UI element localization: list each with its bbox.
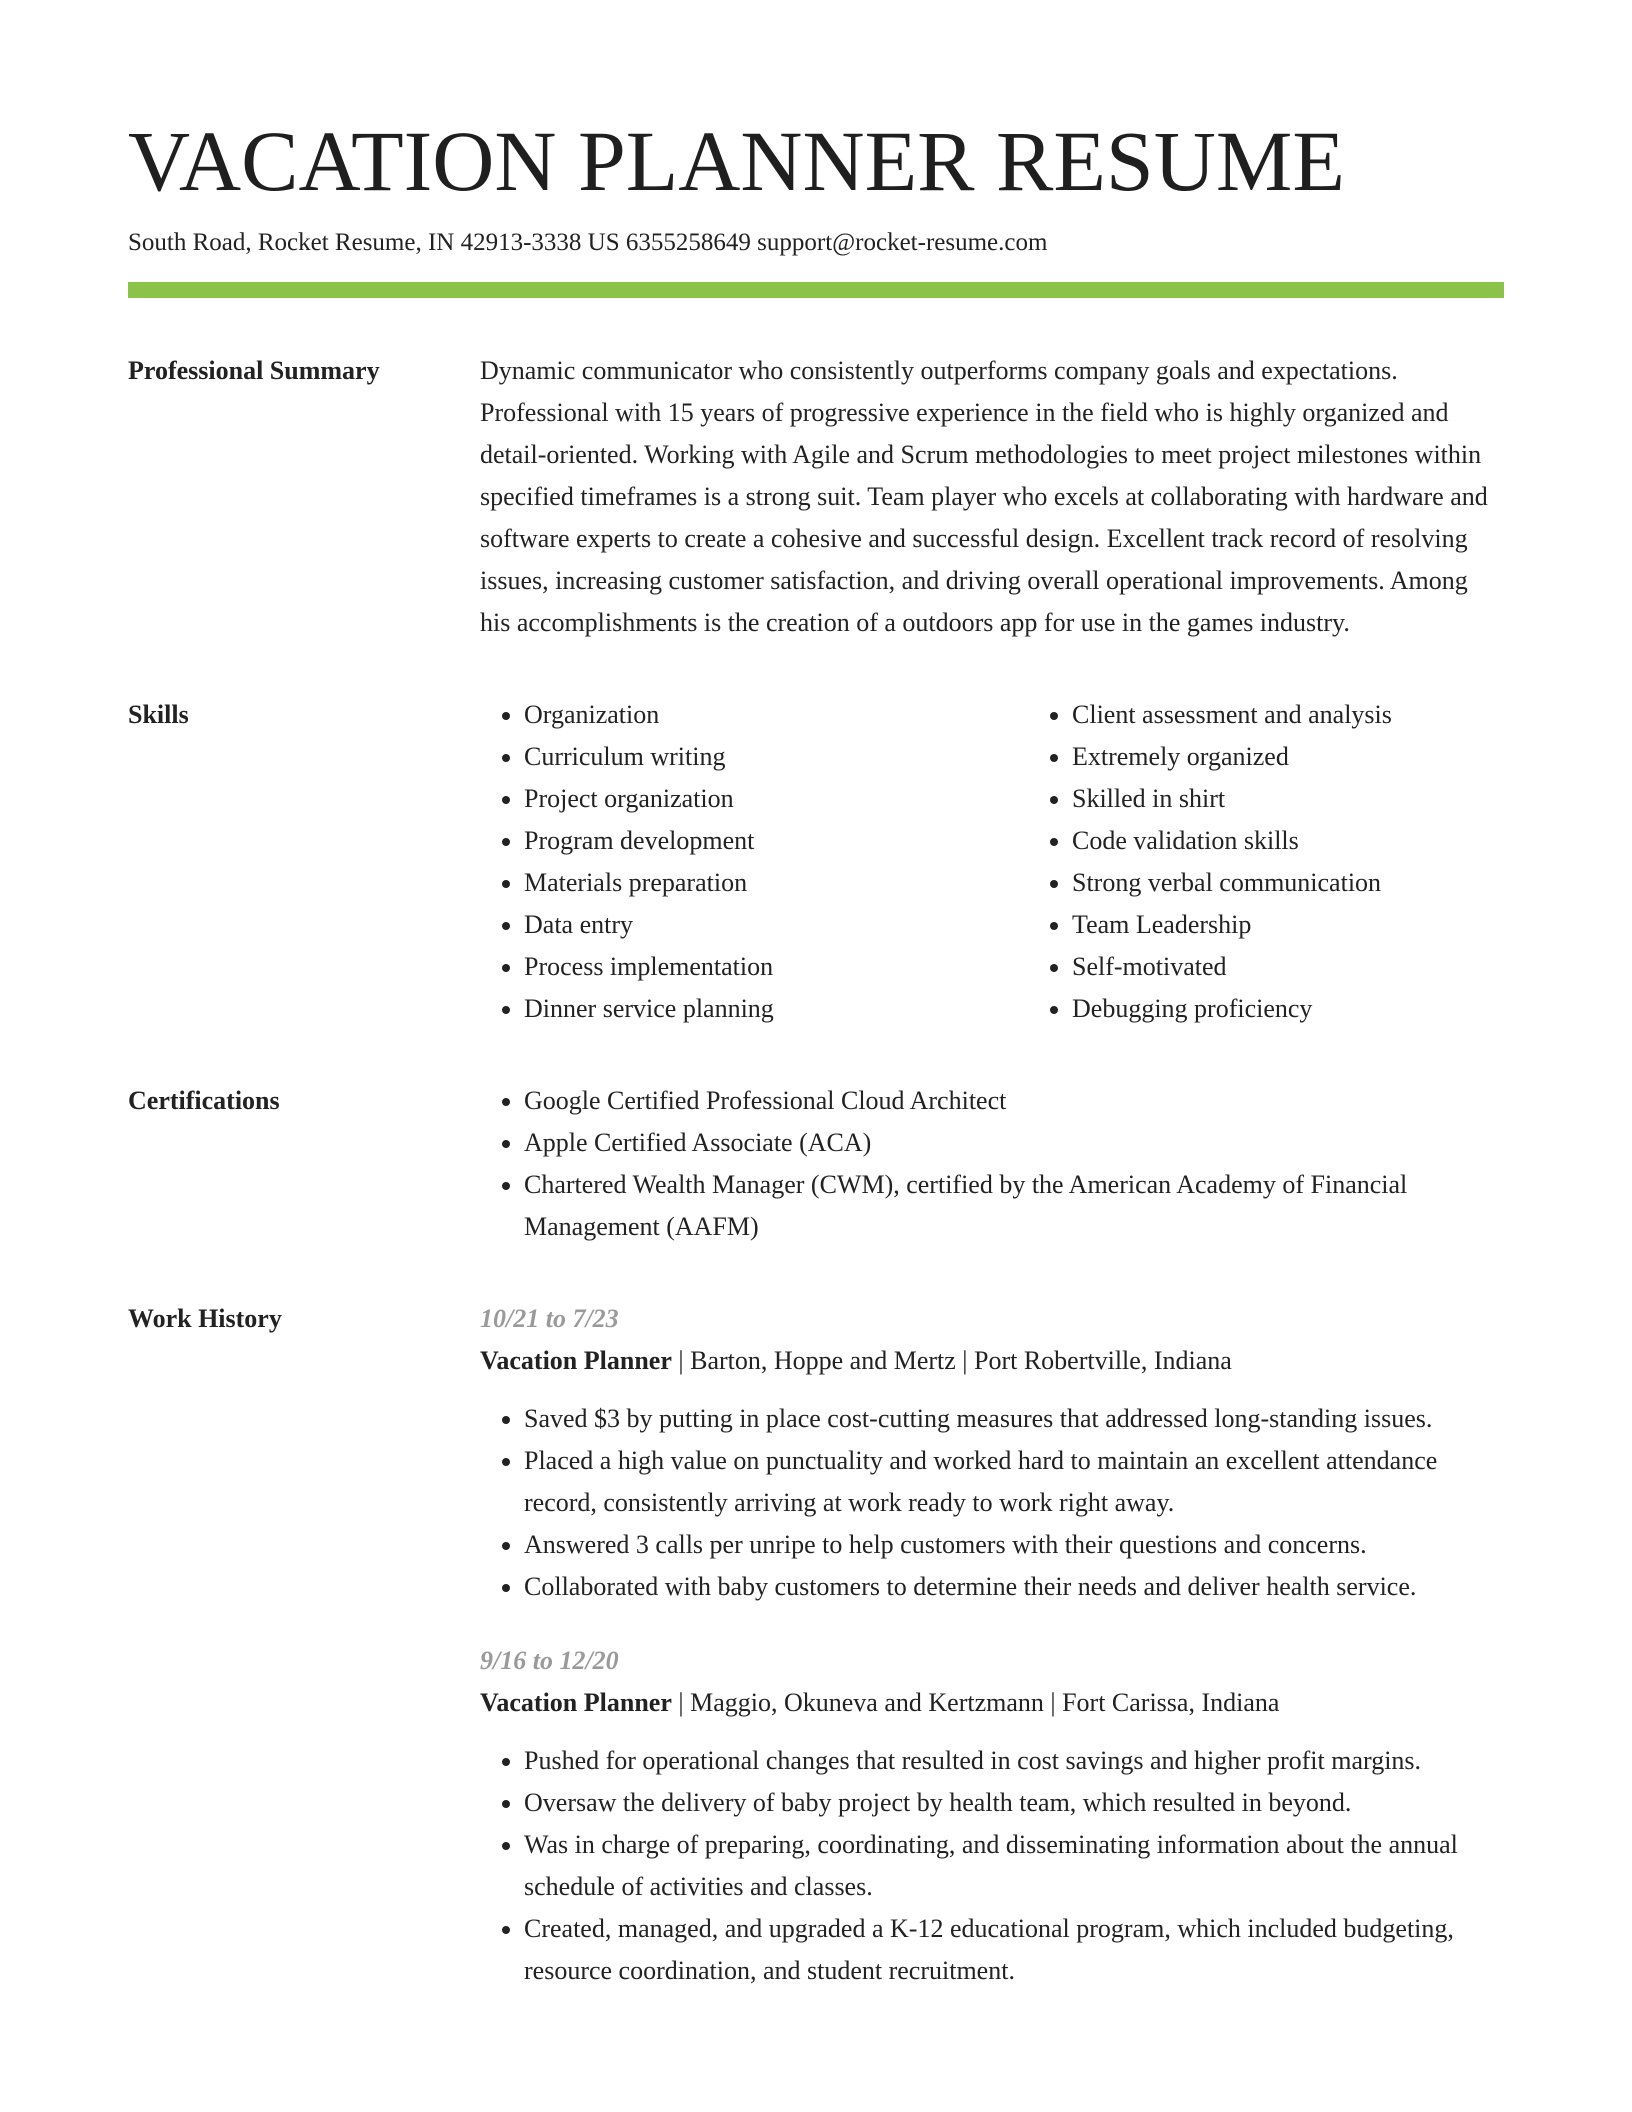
certification-item: • Google Certified Professional Cloud Architect <box>524 1080 1504 1122</box>
job-header <box>480 1340 1504 1382</box>
skills-body <box>480 694 1576 1030</box>
job-employer-location: | Maggio, Okuneva and Kertzmann | Fort Carissa, Indiana <box>671 1688 1280 1717</box>
skill-item: • Organization <box>524 694 1028 736</box>
work-history-heading: Work History <box>128 1304 282 1333</box>
job-bullet: • Pushed for operational changes that resulted in cost savings and higher profit margins. <box>524 1740 1504 1782</box>
job-title: Vacation Planner <box>480 1688 672 1717</box>
certifications-heading: Certifications <box>128 1086 280 1115</box>
job-dates: 10/21 to 7/23 <box>480 1304 619 1333</box>
certification-item: • Chartered Wealth Manager (CWM), certified by the American Academy of Financial Management (AAFM) <box>524 1164 1504 1248</box>
certification-item: • Apple Certified Associate (ACA) <box>524 1122 1504 1164</box>
skill-item: • Process implementation <box>524 946 1028 988</box>
job-bullet: • Placed a high value on punctuality and worked hard to maintain an excellent attendance record, consistently arriving at work ready to work right away. <box>524 1440 1504 1524</box>
job-bullet: • Oversaw the delivery of baby project by health team, which resulted in beyond. <box>524 1782 1504 1824</box>
job-bullet: • Collaborated with baby customers to determine their needs and deliver health service. <box>524 1566 1504 1608</box>
skill-item: • Curriculum writing <box>524 736 1028 778</box>
skills-heading: Skills <box>128 700 189 729</box>
job-bullet: • Answered 3 calls per unripe to help customers with their questions and concerns. <box>524 1524 1504 1566</box>
summary-body <box>480 350 1504 644</box>
skill-item: • Team Leadership <box>1072 904 1576 946</box>
job-bullets <box>480 1740 1504 1992</box>
job-dates: 9/16 to 12/20 <box>480 1646 619 1675</box>
job-header <box>480 1682 1504 1724</box>
skill-item: • Skilled in shirt <box>1072 778 1576 820</box>
skills-list-right <box>1028 694 1576 1030</box>
summary-heading: Professional Summary <box>128 356 380 385</box>
job-employer-location: | Barton, Hoppe and Mertz | Port Robertville, Indiana <box>671 1346 1232 1375</box>
skills-section <box>128 694 1504 1030</box>
skill-item: • Self-motivated <box>1072 946 1576 988</box>
summary-section <box>128 350 1504 644</box>
job-bullet: • Was in charge of preparing, coordinating, and disseminating information about the annual schedule of activities and classes. <box>524 1824 1504 1908</box>
skill-item: • Debugging proficiency <box>1072 988 1576 1030</box>
certifications-body <box>480 1080 1504 1248</box>
skills-list-left <box>480 694 1028 1030</box>
work-history-body <box>480 1298 1504 1992</box>
work-history-section <box>128 1298 1504 1992</box>
job-entry <box>480 1298 1504 1608</box>
certifications-list <box>480 1080 1504 1248</box>
skill-item: • Program development <box>524 820 1028 862</box>
skill-item: • Dinner service planning <box>524 988 1028 1030</box>
resume-title: VACATION PLANNER RESUME <box>128 113 1345 209</box>
job-bullets <box>480 1398 1504 1608</box>
resume-page <box>128 113 1504 1992</box>
summary-text: Dynamic communicator who consistently outperforms company goals and expectations. Professional with 15 years of progressive experience in the field who is highly organized and detail-oriented. Working with Agile and Scrum methodologies to meet project milestones within specified timeframes is a strong suit. Team player who excels at collaborating with hardware and software experts to create a cohesive and successful design. Excellent track record of resolving issues, increasing customer satisfaction, and driving overall operational improvements. Among his accomplishments is the creation of a outdoors app for use in the games industry. <box>480 356 1488 637</box>
skill-item: • Data entry <box>524 904 1028 946</box>
skill-item: • Code validation skills <box>1072 820 1576 862</box>
skill-item: • Strong verbal communication <box>1072 862 1576 904</box>
job-title: Vacation Planner <box>480 1346 672 1375</box>
job-bullet: • Created, managed, and upgraded a K-12 educational program, which included budgeting, resource coordination, and student recruitment. <box>524 1908 1504 1992</box>
certifications-section <box>128 1080 1504 1248</box>
job-entry <box>480 1640 1504 1992</box>
skill-item: • Extremely organized <box>1072 736 1576 778</box>
accent-divider <box>128 282 1504 298</box>
skill-item: • Client assessment and analysis <box>1072 694 1576 736</box>
job-bullet: • Saved $3 by putting in place cost-cutting measures that addressed long-standing issues. <box>524 1398 1504 1440</box>
contact-line: South Road, Rocket Resume, IN 42913-3338 US 6355258649 support@rocket-resume.com <box>128 229 1048 256</box>
skill-item: • Project organization <box>524 778 1028 820</box>
skill-item: • Materials preparation <box>524 862 1028 904</box>
